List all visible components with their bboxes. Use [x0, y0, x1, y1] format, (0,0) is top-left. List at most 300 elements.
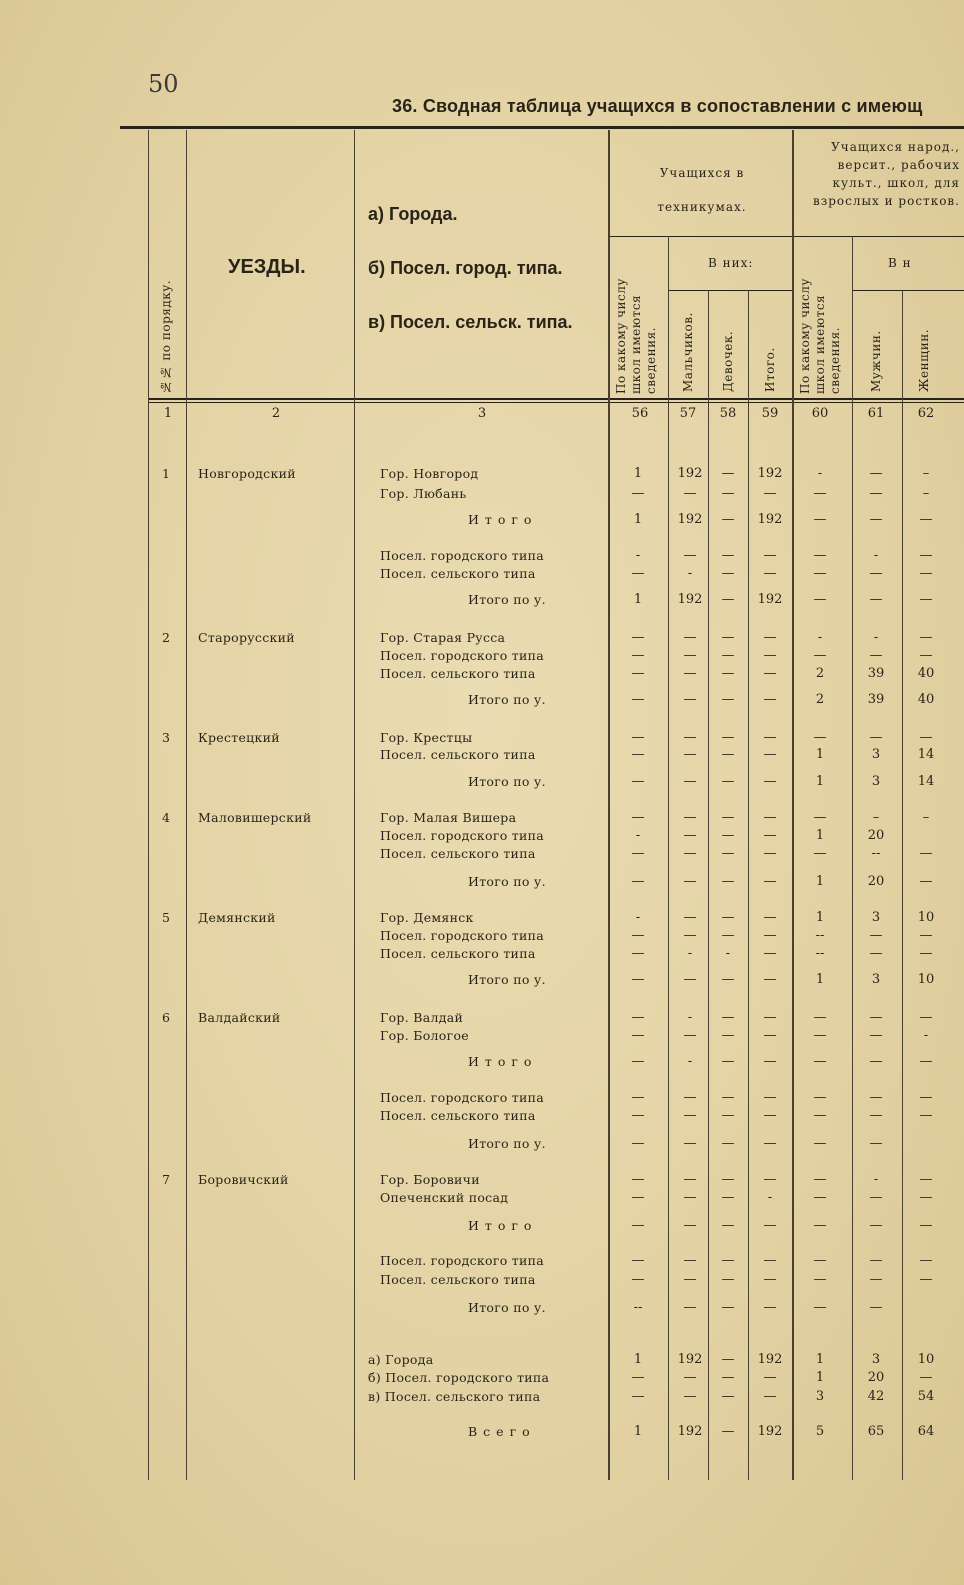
cell-c61: —: [869, 1028, 883, 1043]
cell-c61: 3: [871, 910, 881, 925]
cell-c57: —: [683, 1253, 697, 1268]
cell-c61: —: [869, 1010, 883, 1025]
cell-c61: —: [869, 466, 883, 481]
cell-c56: —: [631, 1090, 645, 1105]
col-header-reported-60: По какому числу школ имеются сведения.: [798, 278, 842, 394]
district-name: Маловишерский: [198, 810, 312, 825]
cell-c62: —: [919, 1172, 933, 1187]
cell-c57: 192: [677, 1352, 703, 1367]
cell-c56: —: [631, 648, 645, 663]
row-label: Итого по у.: [468, 972, 546, 987]
cell-c61: —: [869, 566, 883, 581]
cell-c58: —: [721, 846, 735, 861]
row-label: Посел. городского типа: [380, 1090, 545, 1105]
district-name: Новгородский: [198, 466, 296, 481]
cell-c60: —: [813, 1054, 827, 1069]
cell-c60: —: [813, 566, 827, 581]
col-number: 2: [271, 406, 281, 421]
row-label: Гор. Малая Вишера: [380, 810, 517, 825]
col-number: 60: [811, 406, 829, 421]
cell-c59: —: [763, 1090, 777, 1105]
cell-c58: —: [721, 730, 735, 745]
cell-c57: 192: [677, 1424, 703, 1439]
row-number: 5: [162, 910, 171, 925]
row-label: Итого по у.: [468, 1136, 546, 1151]
cell-c62: —: [919, 846, 933, 861]
cell-c58: —: [721, 972, 735, 987]
cell-c57: —: [683, 548, 697, 563]
cell-c56: —: [631, 692, 645, 707]
cell-c62: —: [919, 874, 933, 889]
cell-c62: 54: [917, 1389, 935, 1404]
cell-c58: —: [721, 1108, 735, 1123]
cell-c57: —: [683, 1172, 697, 1187]
row-number: 1: [162, 466, 171, 481]
cell-c60: —: [813, 486, 827, 501]
cell-c57: -: [687, 1054, 693, 1069]
cell-c59: —: [763, 1370, 777, 1385]
cell-c56: —: [631, 730, 645, 745]
row-label: Итого: [468, 1218, 538, 1233]
cell-c58: —: [721, 630, 735, 645]
cell-c61: -: [873, 630, 879, 645]
cell-c56: --: [633, 1300, 643, 1315]
cell-c60: 1: [815, 1352, 825, 1367]
cell-c59: —: [763, 828, 777, 843]
table-title: 36. Сводная таблица учащихся в сопоставлении с имеющ: [392, 96, 923, 116]
cell-c58: —: [721, 566, 735, 581]
cell-c62: —: [919, 1190, 933, 1205]
cell-c59: —: [763, 874, 777, 889]
cell-c61: 20: [867, 1370, 885, 1385]
district-name: Крестецкий: [198, 730, 280, 745]
cell-c60: —: [813, 1136, 827, 1151]
cell-c61: —: [869, 512, 883, 527]
cell-c60: —: [813, 1108, 827, 1123]
cell-c56: -: [635, 910, 641, 925]
cell-c60: —: [813, 1272, 827, 1287]
col-rule-7: [792, 130, 794, 1480]
cell-c62: —: [919, 928, 933, 943]
cell-c56: —: [631, 946, 645, 961]
col-header-reported-56: По какому числу школ имеются сведения.: [614, 278, 658, 394]
cell-c56: —: [631, 1028, 645, 1043]
cell-c56: —: [631, 846, 645, 861]
cell-c57: 192: [677, 592, 703, 607]
row-label: Всего: [468, 1424, 536, 1439]
cell-c60: —: [813, 648, 827, 663]
cell-c58: —: [721, 747, 735, 762]
cell-c58: —: [721, 874, 735, 889]
row-label: Итого по у.: [468, 774, 546, 789]
col-header-women: Женщин.: [917, 328, 931, 392]
cell-c59: —: [763, 1054, 777, 1069]
page-number: 50: [148, 70, 179, 98]
cell-c61: 3: [871, 774, 881, 789]
cell-c60: —: [813, 592, 827, 607]
row-label: Посел. сельского типа: [380, 666, 536, 681]
cell-c56: —: [631, 486, 645, 501]
group-header-adult-schools: Учащихся народ., версит., рабочих культ., школ, для взрослых и ростков.: [812, 140, 960, 208]
row-number: 7: [162, 1172, 171, 1187]
cell-c62: —: [919, 1010, 933, 1025]
col-rule-8: [852, 236, 853, 1480]
cell-c57: —: [683, 630, 697, 645]
cell-c56: —: [631, 1190, 645, 1205]
cell-c60: 1: [815, 910, 825, 925]
col-rule-5: [708, 290, 709, 1480]
header-bottom-rule-2: [148, 402, 964, 403]
cell-c59: —: [763, 972, 777, 987]
row-label: Гор. Крестцы: [380, 730, 473, 745]
cell-c57: —: [683, 810, 697, 825]
cell-c57: -: [687, 946, 693, 961]
cell-c59: —: [763, 566, 777, 581]
cell-c62: —: [919, 592, 933, 607]
cell-c62: 40: [917, 692, 935, 707]
cell-c57: —: [683, 1389, 697, 1404]
cell-c61: —: [869, 1136, 883, 1151]
cell-c60: 1: [815, 774, 825, 789]
cell-c57: —: [683, 928, 697, 943]
cell-c60: —: [813, 1190, 827, 1205]
cell-c61: 65: [867, 1424, 885, 1439]
cell-c60: —: [813, 512, 827, 527]
cell-c57: —: [683, 774, 697, 789]
cell-c57: —: [683, 1218, 697, 1233]
cell-c56: —: [631, 1253, 645, 1268]
cell-c62: –: [922, 810, 930, 825]
col-number: 3: [477, 406, 487, 421]
cell-c59: —: [763, 1028, 777, 1043]
cell-c61: —: [869, 946, 883, 961]
cell-c59: —: [763, 774, 777, 789]
cell-c59: —: [763, 1172, 777, 1187]
cell-c62: —: [919, 730, 933, 745]
cell-c62: —: [919, 1090, 933, 1105]
row-label: Посел. городского типа: [380, 648, 545, 663]
col-header-cities: а) Города.: [368, 204, 458, 224]
cell-c62: —: [919, 548, 933, 563]
row-label: б) Посел. городского типа: [368, 1370, 550, 1385]
col-number: 1: [163, 406, 173, 421]
cell-c61: 3: [871, 972, 881, 987]
cell-c59: —: [763, 946, 777, 961]
cell-c62: 14: [917, 747, 935, 762]
cell-c58: —: [721, 1424, 735, 1439]
cell-c56: -: [635, 828, 641, 843]
cell-c61: —: [869, 1272, 883, 1287]
row-label: Гор. Демянск: [380, 910, 474, 925]
cell-c56: 1: [633, 466, 643, 481]
cell-c57: —: [683, 874, 697, 889]
col-header-districts: УЕЗДЫ.: [228, 256, 306, 278]
cell-c57: -: [687, 566, 693, 581]
cell-c60: —: [813, 810, 827, 825]
group-header-technicums: Учащихся в техникумах.: [657, 166, 747, 214]
cell-c56: —: [631, 1136, 645, 1151]
cell-c59: —: [763, 1136, 777, 1151]
col-header-men: Мужчин.: [869, 330, 883, 392]
cell-c56: —: [631, 1218, 645, 1233]
cell-c58: —: [721, 1028, 735, 1043]
cell-c62: 40: [917, 666, 935, 681]
col-header-boys: Мальчиков.: [681, 312, 695, 392]
cell-c61: 39: [867, 666, 885, 681]
col-header-total: Итого.: [763, 347, 777, 392]
cell-c60: —: [813, 1090, 827, 1105]
cell-c58: —: [721, 1370, 735, 1385]
cell-c61: --: [871, 846, 881, 861]
cell-c62: —: [919, 1370, 933, 1385]
col-rule-9: [902, 290, 903, 1480]
cell-c56: —: [631, 1108, 645, 1123]
row-label: в) Посел. сельского типа: [368, 1389, 541, 1404]
cell-c56: —: [631, 810, 645, 825]
col-number: 58: [719, 406, 737, 421]
cell-c60: 1: [815, 1370, 825, 1385]
cell-c56: —: [631, 630, 645, 645]
cell-c57: —: [683, 1300, 697, 1315]
subgroup-rule-1: [668, 290, 792, 291]
cell-c58: —: [721, 592, 735, 607]
cell-c59: 192: [757, 466, 783, 481]
cell-c60: —: [813, 846, 827, 861]
cell-c62: 10: [917, 910, 935, 925]
cell-c60: --: [815, 946, 825, 961]
cell-c61: —: [869, 730, 883, 745]
cell-c61: -: [873, 548, 879, 563]
cell-c56: 1: [633, 512, 643, 527]
cell-c56: —: [631, 1272, 645, 1287]
cell-c60: —: [813, 1300, 827, 1315]
row-label: Гор. Валдай: [380, 1010, 464, 1025]
cell-c58: —: [721, 512, 735, 527]
col-number: 59: [761, 406, 779, 421]
cell-c60: -: [817, 466, 823, 481]
row-label: Итого по у.: [468, 874, 546, 889]
col-number: 62: [917, 406, 935, 421]
row-number: 6: [162, 1010, 171, 1025]
cell-c59: —: [763, 666, 777, 681]
cell-c59: —: [763, 810, 777, 825]
row-label: Итого: [468, 1054, 538, 1069]
row-label: Посел. городского типа: [380, 1253, 545, 1268]
cell-c57: 192: [677, 466, 703, 481]
cell-c61: —: [869, 1054, 883, 1069]
cell-c62: —: [919, 1272, 933, 1287]
cell-c61: 39: [867, 692, 885, 707]
cell-c59: —: [763, 747, 777, 762]
cell-c56: —: [631, 566, 645, 581]
cell-c56: 1: [633, 1352, 643, 1367]
cell-c62: —: [919, 648, 933, 663]
cell-c62: —: [919, 512, 933, 527]
cell-c62: —: [919, 1054, 933, 1069]
header-bottom-rule: [148, 398, 964, 400]
cell-c57: —: [683, 1090, 697, 1105]
cell-c60: 5: [815, 1424, 825, 1439]
cell-c57: —: [683, 692, 697, 707]
row-label: Посел. сельского типа: [380, 566, 536, 581]
cell-c60: —: [813, 1010, 827, 1025]
cell-c61: —: [869, 1218, 883, 1233]
cell-c61: 3: [871, 747, 881, 762]
cell-c58: —: [721, 1253, 735, 1268]
cell-c61: —: [869, 486, 883, 501]
cell-c62: —: [919, 1108, 933, 1123]
cell-c58: —: [721, 1352, 735, 1367]
cell-c60: 2: [815, 692, 825, 707]
cell-c61: —: [869, 1108, 883, 1123]
cell-c60: 1: [815, 747, 825, 762]
col-rule-3: [608, 130, 610, 1480]
cell-c59: —: [763, 910, 777, 925]
district-name: Демянский: [198, 910, 276, 925]
cell-c56: —: [631, 774, 645, 789]
cell-c56: —: [631, 1389, 645, 1404]
cell-c62: –: [922, 486, 930, 501]
cell-c58: —: [721, 1218, 735, 1233]
cell-c61: 3: [871, 1352, 881, 1367]
cell-c56: —: [631, 747, 645, 762]
cell-c60: 1: [815, 828, 825, 843]
cell-c57: —: [683, 1272, 697, 1287]
cell-c59: 192: [757, 592, 783, 607]
cell-c60: —: [813, 1028, 827, 1043]
cell-c57: —: [683, 747, 697, 762]
cell-c58: —: [721, 1090, 735, 1105]
cell-c62: 64: [917, 1424, 935, 1439]
cell-c56: —: [631, 1010, 645, 1025]
row-label: Гор. Старая Русса: [380, 630, 506, 645]
cell-c58: —: [721, 1054, 735, 1069]
cell-c58: —: [721, 692, 735, 707]
col-rule-1: [186, 130, 187, 1480]
cell-c58: —: [721, 486, 735, 501]
cell-c58: —: [721, 774, 735, 789]
row-number: 2: [162, 630, 171, 645]
cell-c57: —: [683, 730, 697, 745]
cell-c58: —: [721, 648, 735, 663]
cell-c59: —: [763, 928, 777, 943]
cell-c61: 20: [867, 874, 885, 889]
cell-c58: —: [721, 1136, 735, 1151]
row-label: Гор. Боровичи: [380, 1172, 480, 1187]
col-rule-2: [354, 130, 355, 1480]
cell-c60: —: [813, 1172, 827, 1187]
cell-c56: —: [631, 666, 645, 681]
row-label: Посел. сельского типа: [380, 846, 536, 861]
subgroup-header-in-them: В них:: [708, 256, 754, 270]
cell-c62: —: [919, 566, 933, 581]
cell-c60: 3: [815, 1389, 825, 1404]
col-header-urban-settlements: б) Посел. город. типа.: [368, 258, 563, 278]
cell-c60: -: [817, 630, 823, 645]
cell-c56: —: [631, 972, 645, 987]
cell-c58: —: [721, 466, 735, 481]
cell-c59: —: [763, 1218, 777, 1233]
cell-c61: 42: [867, 1389, 885, 1404]
top-rule: [120, 126, 964, 129]
col-number: 61: [867, 406, 885, 421]
cell-c61: —: [869, 1190, 883, 1205]
row-label: Посел. сельского типа: [380, 1108, 536, 1123]
cell-c57: —: [683, 1370, 697, 1385]
cell-c57: -: [687, 1010, 693, 1025]
cell-c59: —: [763, 846, 777, 861]
cell-c58: —: [721, 666, 735, 681]
cell-c61: —: [869, 1090, 883, 1105]
cell-c60: 1: [815, 874, 825, 889]
row-number: 3: [162, 730, 171, 745]
cell-c59: -: [767, 1190, 773, 1205]
cell-c58: —: [721, 910, 735, 925]
row-label: Посел. городского типа: [380, 928, 545, 943]
row-label: Гор. Любань: [380, 486, 467, 501]
cell-c56: 1: [633, 1424, 643, 1439]
cell-c58: —: [721, 1190, 735, 1205]
cell-c59: —: [763, 1389, 777, 1404]
col-header-girls: Девочек.: [721, 330, 735, 392]
cell-c57: —: [683, 972, 697, 987]
cell-c56: —: [631, 928, 645, 943]
district-name: Боровичский: [198, 1172, 289, 1187]
cell-c58: —: [721, 1300, 735, 1315]
cell-c61: —: [869, 1300, 883, 1315]
row-label: Посел. городского типа: [380, 828, 545, 843]
row-label: Гор. Бологое: [380, 1028, 470, 1043]
cell-c59: —: [763, 486, 777, 501]
cell-c57: —: [683, 910, 697, 925]
cell-c58: —: [721, 810, 735, 825]
cell-c59: —: [763, 692, 777, 707]
cell-c59: —: [763, 1010, 777, 1025]
row-label: а) Города: [368, 1352, 434, 1367]
cell-c61: -: [873, 1172, 879, 1187]
cell-c62: —: [919, 946, 933, 961]
cell-c57: —: [683, 1028, 697, 1043]
cell-c57: —: [683, 648, 697, 663]
cell-c61: —: [869, 648, 883, 663]
cell-c59: —: [763, 630, 777, 645]
cell-c60: —: [813, 730, 827, 745]
row-label: Посел. сельского типа: [380, 747, 536, 762]
cell-c59: 192: [757, 512, 783, 527]
cell-c61: —: [869, 928, 883, 943]
row-label: Опеченский посад: [380, 1190, 509, 1205]
group-rule: [610, 236, 964, 237]
district-name: Старорусский: [198, 630, 295, 645]
cell-c57: —: [683, 828, 697, 843]
cell-c60: --: [815, 928, 825, 943]
cell-c61: 20: [867, 828, 885, 843]
cell-c56: —: [631, 1370, 645, 1385]
row-label: Итого по у.: [468, 1300, 546, 1315]
cell-c58: —: [721, 1010, 735, 1025]
col-rule-4: [668, 236, 669, 1480]
cell-c59: —: [763, 1108, 777, 1123]
cell-c57: —: [683, 486, 697, 501]
cell-c61: —: [869, 592, 883, 607]
cell-c61: –: [872, 810, 880, 825]
cell-c62: —: [919, 1218, 933, 1233]
cell-c57: 192: [677, 512, 703, 527]
row-label: Посел. сельского типа: [380, 946, 536, 961]
cell-c59: —: [763, 548, 777, 563]
col-rule-0: [148, 130, 149, 1480]
cell-c56: —: [631, 1172, 645, 1187]
